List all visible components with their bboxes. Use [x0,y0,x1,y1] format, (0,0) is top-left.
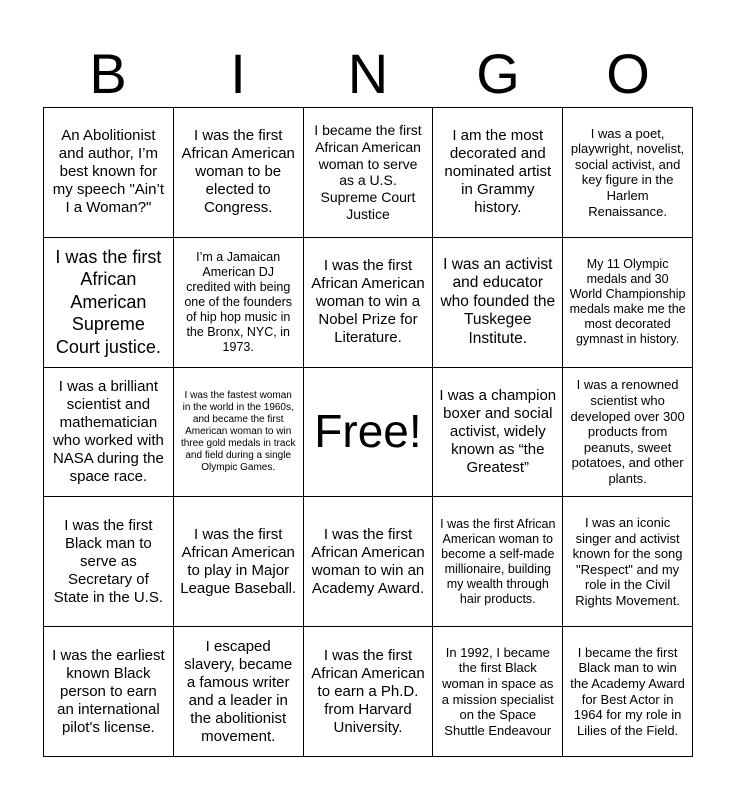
header-letter-n: N [347,42,389,105]
cell-text: I’m a Jamaican American DJ credited with being one of the founders of hip hop music in the Bronx, NYC, in 1973. [184,249,293,354]
bingo-cell-8 [304,238,434,368]
bingo-cell-17 [174,497,304,627]
cell-text: I was the fastest woman in the world in the 1960s, and became the first American woman to win three gold medals in track and field during a single Olympic Games. [180,389,296,473]
cell-text: I was an activist and educator who founded the Tuskegee Institute. [440,255,556,348]
bingo-cell-15 [563,368,693,498]
cell-text: I became the first Black man to win the Academy Award for Best Actor in 1964 for my role in Lilies of the Field. [570,644,685,738]
bingo-cell-22 [174,627,304,757]
bingo-cell-3 [304,108,434,238]
cell-text: I was a poet, playwright, novelist, social activist, and key figure in the Harlem Renaissance. [570,125,685,219]
cell-text: I was the first African American woman to win an Academy Award. [311,525,425,597]
bingo-cell-7 [174,238,304,368]
bingo-cell-25 [563,627,693,757]
bingo-cell-20 [563,497,693,627]
bingo-cell-21 [44,627,174,757]
cell-text: I was the first Black man to serve as Secretary of State in the U.S. [53,516,164,606]
cell-text: I was an iconic singer and activist known for the song "Respect" and my role in the Civil Rights Movement. [572,515,683,608]
cell-text: I am the most decorated and nominated artist in Grammy history. [444,127,552,217]
bingo-cell-6 [44,238,174,368]
header-letter-b: B [89,42,127,105]
cell-text: In 1992, I became the first Black woman in space as a mission specialist on the Space Shuttle Endeavour [441,644,554,738]
free-space [304,368,434,498]
header-letter-o: O [606,42,650,105]
bingo-cell-23 [304,627,434,757]
cell-text: My 11 Olympic medals and 30 World Championship medals make me the most decorated gymnast in history. [569,257,686,347]
bingo-header [43,44,693,104]
cell-text: I escaped slavery, became a famous writer and a leader in the abolitionist movement. [184,637,293,745]
bingo-cell-16 [44,497,174,627]
header-letter-g: G [476,42,520,105]
cell-text: I was the first African American woman to win a Nobel Prize for Literature. [311,257,425,347]
bingo-cell-14 [433,368,563,498]
bingo-cell-4 [433,108,563,238]
bingo-cell-19 [433,497,563,627]
cell-text: I was a brilliant scientist and mathematician who worked with NASA during the space race. [52,377,164,485]
free-space-label: Free! [314,405,422,458]
header-letter-i: I [230,42,246,105]
cell-text: I became the first African American woman to serve as a U.S. Supreme Court Justice [314,122,422,222]
cell-text: I was the first African American woman to be elected to Congress. [181,127,295,217]
cell-text: I was the first African American Supreme Court justice. [55,246,162,357]
bingo-cell-24 [433,627,563,757]
cell-text: I was the first African American woman to become a self-made millionaire, building my wealth through hair products. [440,516,556,606]
cell-text: I was a champion boxer and social activist, widely known as “the Greatest” [439,386,557,476]
bingo-cell-10 [563,238,693,368]
bingo-cell-12 [174,368,304,498]
cell-text: I was the first African American to play in Major League Baseball. [180,525,297,597]
cell-text: I was a renowned scientist who developed over 300 products from peanuts, sweet potatoes, and other plants. [570,377,685,486]
bingo-cell-18 [304,497,434,627]
bingo-cell-11 [44,368,174,498]
bingo-grid [43,107,693,757]
bingo-cell-5 [563,108,693,238]
cell-text: I was the earliest known Black person to earn an international pilot's license. [52,646,165,736]
bingo-cell-2 [174,108,304,238]
bingo-cell-1 [44,108,174,238]
cell-text: I was the first African American to earn a Ph.D. from Harvard University. [311,646,425,736]
bingo-cell-9 [433,238,563,368]
cell-text: An Abolitionist and author, I’m best known for my speech "Ain’t I a Woman?" [52,127,164,217]
